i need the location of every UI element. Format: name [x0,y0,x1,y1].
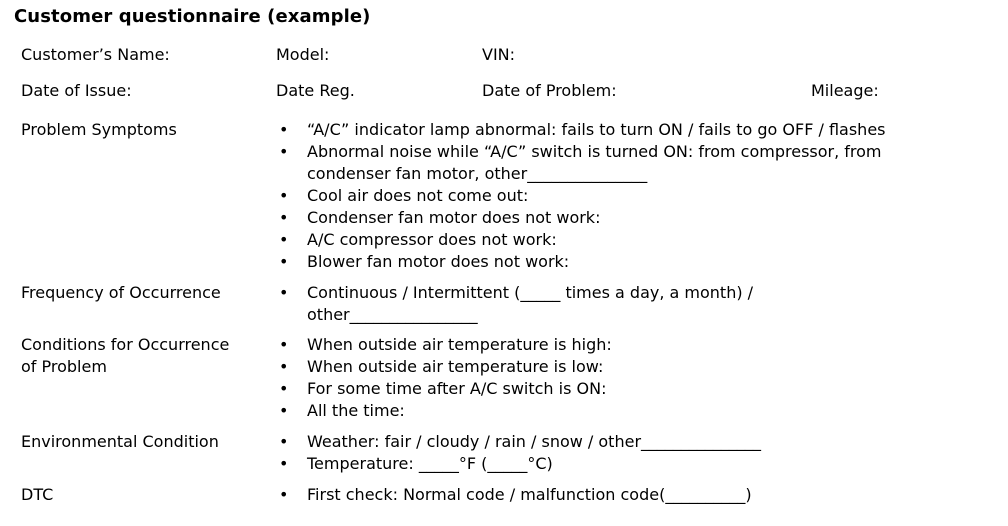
bullet-icon: • [279,454,289,473]
list-item-text: Condenser fan motor does not work: [307,208,601,227]
list-item [277,207,886,229]
list-item-text: When outside air temperature is low: [307,357,604,376]
bullet-icon: • [279,120,289,139]
list-item-text: All the time: [307,401,405,420]
list-item-text: Temperature: _____°F (_____°C) [307,454,553,473]
date-reg-field: Date Reg. [276,81,355,100]
vin-field: VIN: [482,45,516,64]
list-item-text: Abnormal noise while “A/C” switch is turned ON: from compressor, from [307,142,882,161]
section-label-problem-symptoms: Problem Symptoms [21,120,177,139]
dtc-list [277,484,752,506]
list-item [277,185,886,207]
environmental-list [277,431,761,475]
model-field: Model: [276,45,330,64]
list-item [277,282,753,326]
list-item [277,431,761,453]
mileage-field: Mileage: [811,81,879,100]
section-label-line: of Problem [21,357,107,376]
date-of-issue-field: Date of Issue: [21,81,132,100]
list-item-text: Weather: fair / cloudy / rain / snow / other_______________ [307,432,762,451]
bullet-icon: • [279,283,289,302]
list-item [277,141,886,185]
list-item-text: First check: Normal code / malfunction code(__________) [307,485,752,504]
section-label-frequency: Frequency of Occurrence [21,283,221,302]
section-label-dtc: DTC [21,485,54,504]
bullet-icon: • [279,230,289,249]
bullet-icon: • [279,186,289,205]
list-item-text: Cool air does not come out: [307,186,529,205]
bullet-icon: • [279,208,289,227]
list-item [277,453,761,475]
bullet-icon: • [279,401,289,420]
bullet-icon: • [279,432,289,451]
bullet-icon: • [279,357,289,376]
list-item [277,484,752,506]
section-label-line: Conditions for Occurrence [21,335,230,354]
list-item [277,400,612,422]
list-item [277,356,612,378]
list-item [277,119,886,141]
date-of-problem-field: Date of Problem: [482,81,617,100]
list-item-text: A/C compressor does not work: [307,230,557,249]
list-item-text: Blower fan motor does not work: [307,252,570,271]
questionnaire-title: Customer questionnaire (example) [14,6,371,27]
list-item-text: For some time after A/C switch is ON: [307,379,607,398]
bullet-icon: • [279,379,289,398]
list-item [277,229,886,251]
bullet-icon: • [279,252,289,271]
problem-symptoms-list [277,119,886,273]
list-item-continuation: condenser fan motor, other_______________ [307,164,648,183]
list-item-text: When outside air temperature is high: [307,335,612,354]
bullet-icon: • [279,485,289,504]
bullet-icon: • [279,335,289,354]
frequency-list [277,282,753,326]
list-item [277,334,612,356]
bullet-icon: • [279,142,289,161]
list-item-text: “A/C” indicator lamp abnormal: fails to turn ON / fails to go OFF / flashes [307,120,886,139]
list-item-text: Continuous / Intermittent (_____ times a day, a month) / [307,283,754,302]
list-item [277,378,612,400]
section-label-conditions [21,334,229,378]
conditions-list [277,334,612,422]
customer-name-field: Customer’s Name: [21,45,170,64]
list-item [277,251,886,273]
section-label-environmental: Environmental Condition [21,432,219,451]
list-item-continuation: other________________ [307,305,478,324]
